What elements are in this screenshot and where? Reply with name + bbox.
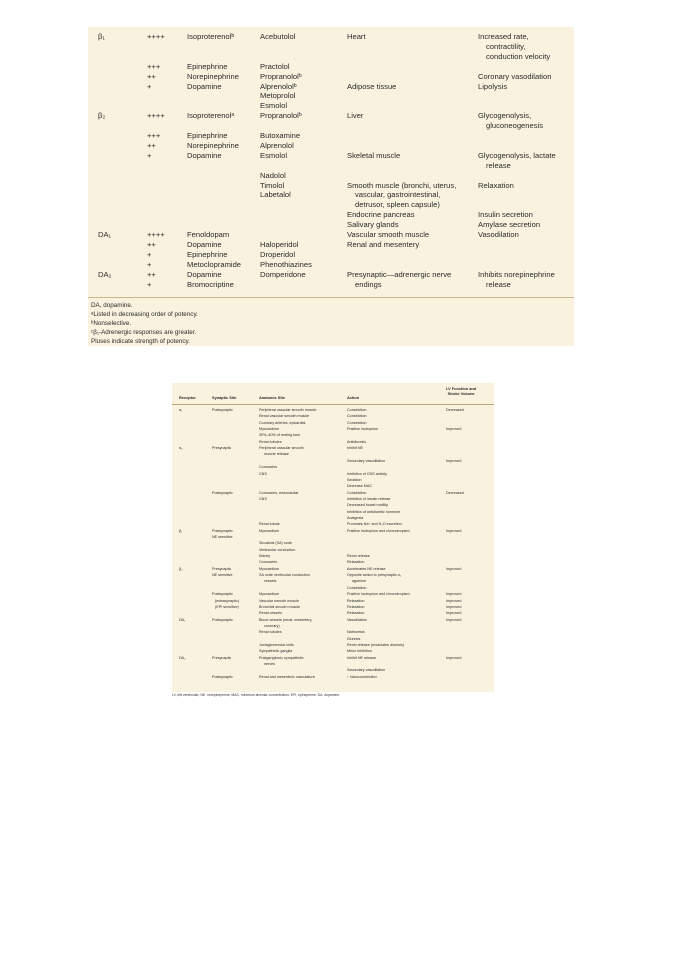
bottom-table-cell: coronary) xyxy=(264,623,280,628)
bottom-table-cell: ↑ Vasoconstriction xyxy=(347,674,377,679)
column-header: Anatomic Site xyxy=(259,395,285,400)
top-table-cell: Propranololᵇ xyxy=(260,71,302,81)
bottom-table-cell: Secondary vasodilation xyxy=(347,668,386,673)
bottom-table-cell: Inhibition of antidiuretic hormone xyxy=(347,509,401,514)
top-table-cell: Dopamine xyxy=(187,81,222,91)
top-table-cell: Epinephrine xyxy=(187,131,228,140)
bottom-table-cell: Presynaptic xyxy=(212,655,232,660)
top-table-cell: Lipolysis xyxy=(478,81,508,91)
top-table-cell: Presynaptic—adrenergic nerve xyxy=(347,269,452,279)
top-table-cell: Liver xyxy=(347,111,364,121)
top-table-cell: Heart xyxy=(347,32,366,41)
bottom-table-cell: Vasodilation xyxy=(347,617,367,622)
bottom-table-cell: nerves xyxy=(264,662,276,666)
bottom-table-cell: SA node ventricular conduction xyxy=(259,573,310,578)
top-table-cell: Esmolol xyxy=(260,150,288,160)
top-table-cell: Norepinephrine xyxy=(187,71,239,81)
bottom-table-cell: Decreased xyxy=(446,408,464,412)
bottom-table-cell: Peripheral vascular smooth muscle xyxy=(259,408,317,412)
bottom-table-cell: Myocardium xyxy=(259,592,280,597)
bottom-table-cell: Myocardium xyxy=(259,427,280,432)
bottom-table-cell: Renin release (modulates diuresis) xyxy=(347,642,404,647)
bottom-table-cell: Improved xyxy=(446,655,462,660)
bottom-table-cell: vessels xyxy=(264,579,277,584)
top-footnote: ᵇNonselective. xyxy=(91,320,132,327)
top-table-cell: + xyxy=(147,249,152,259)
bottom-table-cell: Myocardium xyxy=(259,566,280,571)
bottom-table-cell: Improved xyxy=(446,566,462,571)
top-table-cell: Dopamine xyxy=(187,239,222,249)
bottom-table-cell: Inhibit NE release xyxy=(347,655,377,660)
bottom-table-cell: Presynaptic xyxy=(212,446,232,451)
bottom-table-cell: muscle release xyxy=(264,452,289,457)
bottom-table-cell: Relaxation xyxy=(347,598,365,603)
bottom-table-cell: Analgesia xyxy=(347,515,364,520)
bottom-table-cell: Minor inhibition xyxy=(347,649,372,654)
bottom-table-cell: Opposite action to presynaptic α₂ xyxy=(347,573,402,578)
bottom-table-cell: Postganglionic sympathetic xyxy=(259,655,304,660)
bottom-table-cell: β₂ xyxy=(179,566,183,571)
top-table-cell: Metoclopramide xyxy=(187,259,242,269)
bottom-table-cell: Postsynaptic xyxy=(212,674,233,679)
top-table-cell: Renal and mesentery xyxy=(347,239,420,249)
bottom-table-cell: Improved xyxy=(446,458,462,463)
top-table-cell: Salivary glands xyxy=(347,220,399,230)
top-table-cell: Timolol xyxy=(260,180,285,190)
bottom-table-cell: Postsynaptic xyxy=(212,617,233,622)
bottom-table-cell: Coronaries xyxy=(259,465,278,470)
bottom-table-cell: Improved xyxy=(446,598,462,603)
top-table-cell: vascular, gastrointestinal, xyxy=(355,190,441,200)
bottom-footnote: LV, left ventricular; NE, norepinephrine; MAC, minimum alveolar concentration; EPI, epinephrine; DA, dopamine. xyxy=(172,693,341,697)
top-table-cell: β₂ xyxy=(98,111,106,121)
bottom-table-cell: Improved xyxy=(446,611,462,616)
bottom-table-cell: DA₂ xyxy=(179,655,186,660)
top-table-cell: Haloperidol xyxy=(260,239,299,249)
bottom-table-cell: Positive inotropism and chronotropism xyxy=(347,528,410,533)
top-table-cell: gluconeogenesis xyxy=(486,121,543,131)
bottom-table-cell: Renal tubules xyxy=(259,439,282,444)
top-table-cell: Amylase secretion xyxy=(478,220,541,230)
top-table-cell: endings xyxy=(355,279,382,289)
top-table-cell: Propranololᵇ xyxy=(260,111,302,121)
top-footnote: Pluses indicate strength of potency. xyxy=(91,338,190,345)
bottom-table-cell: (EPI sensitive) xyxy=(215,604,239,609)
top-table-cell: Fenoldopam xyxy=(187,230,230,239)
top-table-cell: + xyxy=(147,81,152,91)
bottom-table-cell: Myocardium xyxy=(259,528,280,533)
bottom-table-cell: Inhibition of insulin release xyxy=(347,496,391,501)
bottom-table-cell: Improved xyxy=(446,617,462,622)
top-table-cell: Smooth muscle (bronchi, uterus, xyxy=(347,180,457,190)
bottom-table-cell: agonism xyxy=(352,579,366,584)
header-rule xyxy=(172,404,494,405)
top-table-cell: Dopamine xyxy=(187,269,222,279)
bottom-table-cell: Inhibition of CNS activity xyxy=(347,471,387,476)
bottom-table-cell: Decrease MAC xyxy=(347,484,373,489)
top-table-cell: DA₂ xyxy=(98,269,112,279)
top-table-cell: Isoproterenolᵇ xyxy=(187,32,235,41)
top-table-cell: Skeletal muscle xyxy=(347,150,401,160)
top-table-cell: Butoxamine xyxy=(260,131,301,140)
bottom-table-cell: Postsynaptic xyxy=(212,490,233,495)
top-table-cell: Increased rate, xyxy=(478,32,529,41)
bottom-table-cell: Relaxation xyxy=(347,611,365,616)
bottom-table-cell: Diuresis xyxy=(347,636,361,641)
top-table-cell: + xyxy=(147,279,152,289)
top-table-cell: Acebutolol xyxy=(260,32,296,41)
bottom-table-cell: Bronchial smooth muscle xyxy=(259,604,301,609)
bottom-table-cell: 30%–40% of resting tone xyxy=(259,433,301,438)
bottom-table-cell: Secondary vasodilation xyxy=(347,458,386,463)
bottom-table-cell: Renal vessels xyxy=(259,611,282,616)
top-table-cell: release xyxy=(486,160,511,170)
top-table-cell: Adipose tissue xyxy=(347,81,397,91)
top-table-cell: Alprenolol xyxy=(260,140,294,150)
top-table-cell: Metoprolol xyxy=(260,91,296,101)
bottom-table-cell: Ventricular conduction xyxy=(259,547,296,552)
bottom-table-cell: DA₁ xyxy=(179,617,186,622)
bottom-table-cell: Renal vascular smooth muscle xyxy=(259,414,310,419)
top-table-cell: ++++ xyxy=(147,111,165,121)
top-table-cell: ++++ xyxy=(147,230,165,239)
bottom-table-cell: Improved xyxy=(446,592,462,597)
bottom-table-cell: Renal and mesenteric vasculature xyxy=(259,674,315,679)
top-table-cell: Alprenololᵇ xyxy=(260,81,297,91)
column-header: LV Function and Stroke Volume xyxy=(446,386,477,396)
bottom-table-cell: NE sensitive xyxy=(212,573,233,578)
top-table-cell: Droperidol xyxy=(260,249,296,259)
top-table-cell: Isoproterenolᵃ xyxy=(187,111,235,121)
bottom-table-cell: Positive inotropism xyxy=(347,427,378,432)
top-table-cell: DA₁ xyxy=(98,230,112,239)
top-table-cell: ++ xyxy=(147,239,156,249)
top-footnote: ᶜβ₁-Adrenergic responses are greater. xyxy=(91,329,197,336)
bottom-table-cell: Juxtaglomerular cells xyxy=(259,642,294,647)
bottom-table-cell: CNS xyxy=(259,496,267,501)
top-table-cell: +++ xyxy=(147,131,161,140)
bottom-table-cell: Renin release xyxy=(347,554,370,559)
bottom-table-cell: Inhibit NE xyxy=(347,446,363,451)
column-header: Receptor xyxy=(179,395,196,400)
top-table-cell: Relaxation xyxy=(478,180,514,190)
bottom-table-cell: Improved xyxy=(446,604,462,609)
bottom-table-cell: Improved xyxy=(446,427,462,432)
top-table-cell: + xyxy=(147,150,152,160)
top-table-cell: Domperidone xyxy=(260,269,306,279)
top-footnote: ᵃListed in decreasing order of potency. xyxy=(91,311,198,318)
bottom-table-cell: Kidney xyxy=(259,554,271,559)
bottom-table-cell: Coronaries, endocardial xyxy=(259,490,299,495)
top-table-cell: release xyxy=(486,279,511,289)
top-table-cell: conduction velocity xyxy=(486,51,551,61)
bottom-table-cell: α₂ xyxy=(179,446,183,451)
bottom-table-cell: Decreased bowel motility xyxy=(347,503,388,508)
top-table-cell: Dopamine xyxy=(187,150,222,160)
bottom-table-cell: Peripheral vascular smooth xyxy=(259,446,304,451)
column-header: Action xyxy=(347,395,360,400)
top-footnote: DA, dopamine. xyxy=(91,302,133,309)
bottom-table-cell: Natriuresis xyxy=(347,630,365,635)
bottom-table-cell: Sympathetic ganglia xyxy=(259,649,293,654)
top-table-cell: Epinephrine xyxy=(187,249,228,259)
top-table-cell: Phenothiazines xyxy=(260,259,312,269)
top-table-cell: contractility, xyxy=(486,41,526,51)
top-table-cell: Glycogenolysis, lactate xyxy=(478,150,556,160)
top-table-cell: Coronary vasodilation xyxy=(478,71,552,81)
bottom-table-cell: Promotes Na⁺ and H₂O excretion xyxy=(347,522,402,527)
top-table-cell: ++ xyxy=(147,71,156,81)
bottom-table-cell: Coronaries xyxy=(259,560,278,565)
top-table-cell: β₁ xyxy=(98,32,105,41)
bottom-table-cell: Relaxation xyxy=(347,604,365,609)
bottom-table-cell: Constriction xyxy=(347,420,367,425)
top-table-cell: Inhibits norepinephrine xyxy=(478,269,555,279)
top-table-cell: Endocrine pancreas xyxy=(347,210,415,220)
top-table-cell: ++ xyxy=(147,140,156,150)
bottom-table-cell: Postsynaptic xyxy=(212,528,233,533)
bottom-table-cell: Postsynaptic xyxy=(212,408,233,412)
bottom-table-cell: Renal tubule xyxy=(259,522,280,527)
bottom-table-cell: β₁ xyxy=(179,528,183,533)
bottom-table-cell: Sinoatrial (SA) node xyxy=(259,541,293,546)
bottom-table-cell: NE sensitive xyxy=(212,535,233,539)
bottom-table-cell: CNS xyxy=(259,471,267,476)
bottom-table-cell: Sedation xyxy=(347,477,362,482)
bottom-table-cell: Positive inotropism and chronotropism xyxy=(347,592,410,597)
bottom-table-cell: Presynaptic xyxy=(212,566,232,571)
top-table-cell: Bromocriptine xyxy=(187,279,234,289)
top-table-cell: Labetalol xyxy=(260,190,291,200)
bottom-table-cell: Blood vessels (renal, mesentery, xyxy=(259,617,313,622)
top-table-cell: Practolol xyxy=(260,61,290,71)
column-header: Synaptic Site xyxy=(212,395,237,400)
bottom-table-cell: Constriction xyxy=(347,490,367,495)
top-table-cell: +++ xyxy=(147,61,161,71)
top-table-cell: Vasodilation xyxy=(478,230,519,239)
bottom-table-cell: Decreased xyxy=(446,490,464,495)
bottom-table-cell: Vascular smooth muscle xyxy=(259,598,299,603)
bottom-table-cell: Accelerates NE release xyxy=(347,566,386,571)
bottom-table-cell: Renal tubules xyxy=(259,630,282,635)
top-table-cell: + xyxy=(147,259,152,269)
bottom-table-cell: Constriction xyxy=(347,585,367,590)
top-table-cell: ++ xyxy=(147,269,156,279)
top-table-cell: Esmolol xyxy=(260,101,288,111)
bottom-table-cell: Relaxation xyxy=(347,560,365,565)
bottom-table-cell: Coronary arteries, epicardial xyxy=(259,420,306,425)
bottom-table-cell: (extrasynaptic) xyxy=(215,598,240,603)
bottom-table-cell: Constriction xyxy=(347,408,367,412)
top-table-cell: Norepinephrine xyxy=(187,140,239,150)
bottom-table-cell: Postsynaptic xyxy=(212,592,233,597)
top-table-cell: Epinephrine xyxy=(187,61,228,71)
top-table-cell: detrusor, spleen capsule) xyxy=(355,200,440,210)
bottom-table-cell: Antidiuresis xyxy=(347,439,367,444)
top-table-cell: ++++ xyxy=(147,32,165,41)
top-table-cell: Vascular smooth muscle xyxy=(347,230,430,239)
top-table-cell: Insulin secretion xyxy=(478,210,533,220)
top-table-cell: Nadolol xyxy=(260,170,286,180)
top-table-cell: Glycogenolysis, xyxy=(478,111,532,121)
bottom-table-cell: Constriction xyxy=(347,414,367,419)
bottom-table-cell: Improved xyxy=(446,528,462,533)
bottom-table-cell: α₁ xyxy=(179,408,183,412)
